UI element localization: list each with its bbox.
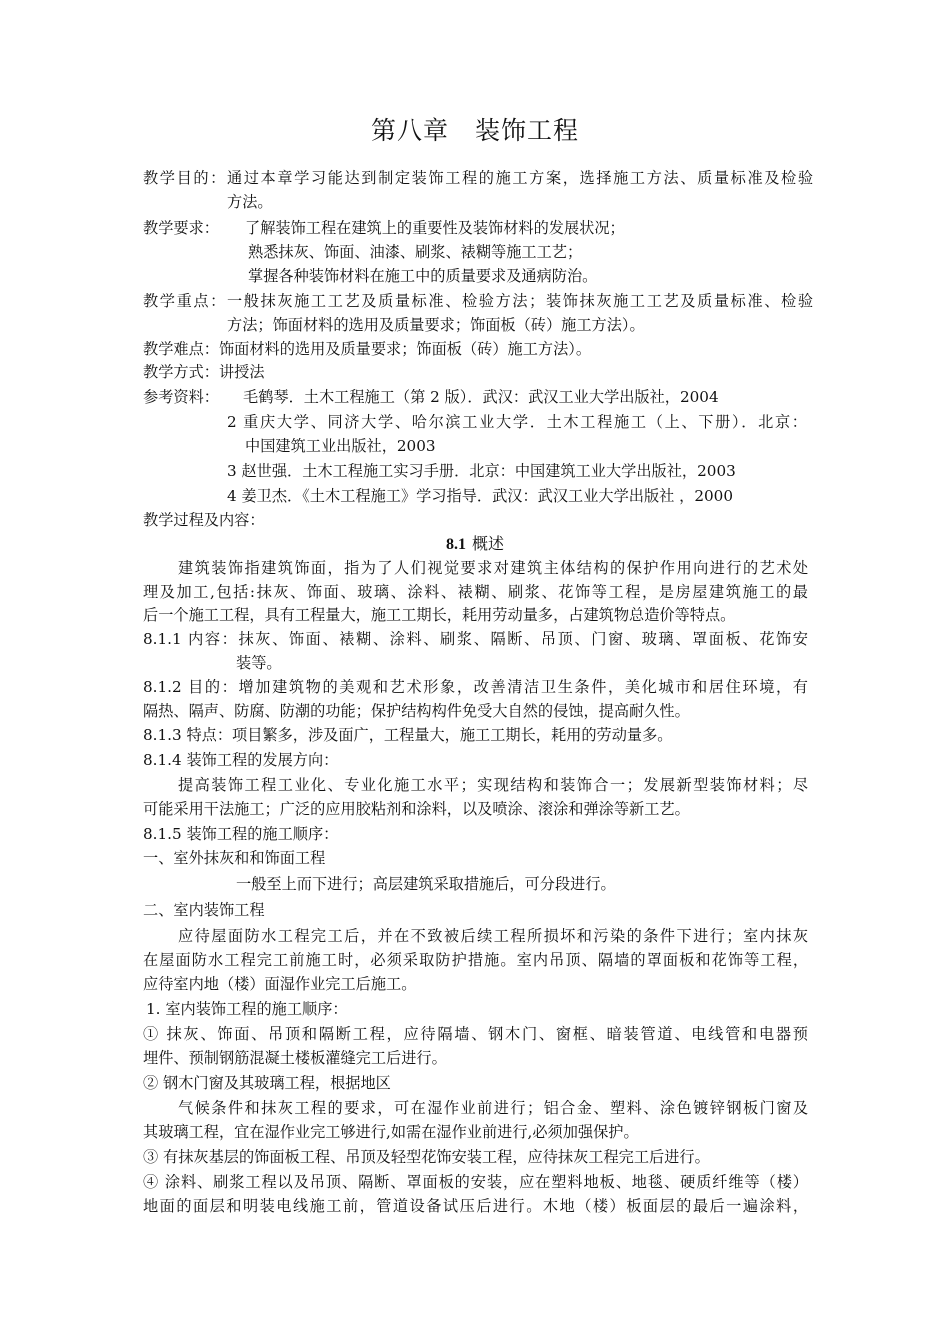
section-heading	[0, 532, 950, 557]
paragraph-line: 后一个施工工程，具有工程量大，施工工期长，耗用劳动量多，占建筑物总造价等特点。	[143, 606, 736, 624]
paragraph-line: 气候条件和抹灰工程的要求，可在湿作业前进行；铝合金、塑料、涂色镀锌钢板门窗及	[178, 1099, 808, 1117]
objective-label: 教学目的：	[143, 169, 227, 187]
paragraph-line: 可能采用干法施工；广泛的应用胶粘剂和涂料，以及喷涂、滚涂和弹涂等新工艺。	[143, 800, 690, 818]
references-label: 参考资料：	[143, 388, 219, 406]
key-points-line	[143, 289, 813, 313]
paragraph-line: 提高装饰工程工业化、专业化施工水平；实现结构和装饰合一；发展新型装饰材料；尽	[178, 776, 808, 794]
list-heading: 1. 室内装饰工程的施工顺序：	[146, 1000, 348, 1018]
method-line: 教学方式：讲授法	[143, 363, 265, 381]
paragraph-line: 应待室内地（楼）面湿作业完工后施工。	[143, 975, 417, 993]
subsection-8-1-5: 8.1.5 装饰工程的施工顺序：	[143, 825, 339, 843]
list-item: ③ 有抹灰基层的饰面板工程、吊顶及轻型花饰安装工程，应待抹灰工程完工后进行。	[143, 1148, 710, 1166]
reference-item: 毛鹤琴．土木工程施工（第 2 版）．武汉：武汉工业大学出版社，2004	[243, 388, 719, 406]
section-number: 8.1	[445, 536, 466, 553]
paragraph-line: 应待屋面防水工程完工后，并在不致被后续工程所损坏和污染的条件下进行；室内抹灰	[178, 927, 808, 945]
process-label: 教学过程及内容：	[143, 511, 265, 529]
key-points-label: 教学重点：	[143, 292, 227, 310]
references-line	[143, 385, 813, 409]
objective-text: 通过本章学习能达到制定装饰工程的施工方案，选择施工方法、质量标准及检验	[226, 169, 813, 187]
list-item: ④ 涂料、刷浆工程以及吊顶、隔断、罩面板的安装，应在塑料地板、地毯、硬质纤维等（楼）	[143, 1173, 808, 1191]
paragraph-line: 在屋面防水工程完工前施工时，必须采取防护措施。室内吊顶、隔墙的罩面板和花饰等工程，	[143, 951, 808, 969]
subsection-8-1-4: 8.1.4 装饰工程的发展方向：	[143, 751, 339, 769]
indoor-heading: 二、室内装饰工程	[143, 901, 265, 919]
subsection-8-1-1: 8.1.1 内容：抹灰、饰面、裱糊、涂料、刷浆、隔断、吊顶、门窗、玻璃、罩面板、花饰安	[143, 630, 808, 648]
key-points-line-2: 方法；饰面材料的选用及质量要求；饰面板（砖）施工方法）。	[227, 316, 645, 334]
reference-item: 3 赵世强．土木工程施工实习手册．北京：中国建筑工业大学出版社，2003	[227, 462, 736, 480]
reference-item: 4 姜卫杰．《土木工程施工》学习指导．武汉：武汉工业大学出版社 ，2000	[227, 487, 733, 505]
chapter-title: 第八章 装饰工程	[370, 116, 579, 145]
list-item-cont: 埋件、预制钢筋混凝土楼板灌缝完工后进行。	[143, 1049, 447, 1067]
key-points-text: 一般抹灰施工工艺及质量标准、检验方法；装饰抹灰施工工艺及质量标准、检验	[226, 292, 813, 310]
list-item-cont: 地面的面层和明装电线施工前，管道设备试压后进行。木地（楼）板面层的最后一遍涂料，	[143, 1197, 808, 1215]
subsection-8-1-2: 8.1.2 目的：增加建筑物的美观和艺术形象，改善清洁卫生条件，美化城市和居住环境，有	[143, 678, 808, 696]
paragraph-line: 其玻璃工程，宜在湿作业完工够进行,如需在湿作业前进行,必须加强保护。	[143, 1123, 639, 1141]
reference-item-continued: 中国建筑工业出版社，2003	[245, 437, 436, 455]
difficulties-line: 教学难点：饰面材料的选用及质量要求；饰面板（砖）施工方法）。	[143, 340, 592, 358]
objective-line	[143, 166, 813, 190]
reference-item: 2 重庆大学、同济大学、哈尔滨工业大学．土木工程施工（上、下册）．北京：	[227, 413, 807, 431]
objective-line-2: 方法。	[227, 193, 273, 211]
section-name: 概述	[471, 534, 504, 553]
outdoor-heading: 一、室外抹灰和和饰面工程	[143, 849, 326, 867]
paragraph-line: 一般至上而下进行；高层建筑采取措施后，可分段进行。	[236, 875, 616, 893]
paragraph-line: 建筑装饰指建筑饰面，指为了人们视觉要求对建筑主体结构的保护作用向进行的艺术处	[178, 559, 808, 577]
requirement-item: 熟悉抹灰、饰面、油漆、刷浆、裱糊等施工工艺；	[248, 243, 583, 261]
subsection-8-1-1-cont: 装等。	[236, 654, 282, 672]
list-item: ① 抹灰、饰面、吊顶和隔断工程，应待隔墙、钢木门、窗框、暗装管道、电线管和电器预	[143, 1025, 808, 1043]
subsection-8-1-2-cont: 隔热、隔声、防腐、防潮的功能；保护结构构件免受大自然的侵蚀，提高耐久性。	[143, 702, 690, 720]
list-item: ② 钢木门窗及其玻璃工程，根据地区	[143, 1074, 391, 1092]
requirements-label: 教学要求：	[143, 219, 219, 237]
requirements-line	[143, 216, 813, 240]
paragraph-line: 理及加工,包括:抹灰、饰面、玻璃、涂料、裱糊、刷浆、花饰等工程，是房屋建筑施工的最	[143, 583, 808, 601]
requirement-item: 掌握各种装饰材料在施工中的质量要求及通病防治。	[248, 267, 598, 285]
subsection-8-1-3: 8.1.3 特点：项目繁多，涉及面广，工程量大，施工工期长，耗用的劳动量多。	[143, 726, 673, 744]
requirement-item: 了解装饰工程在建筑上的重要性及装饰材料的发展状况；	[245, 219, 625, 237]
